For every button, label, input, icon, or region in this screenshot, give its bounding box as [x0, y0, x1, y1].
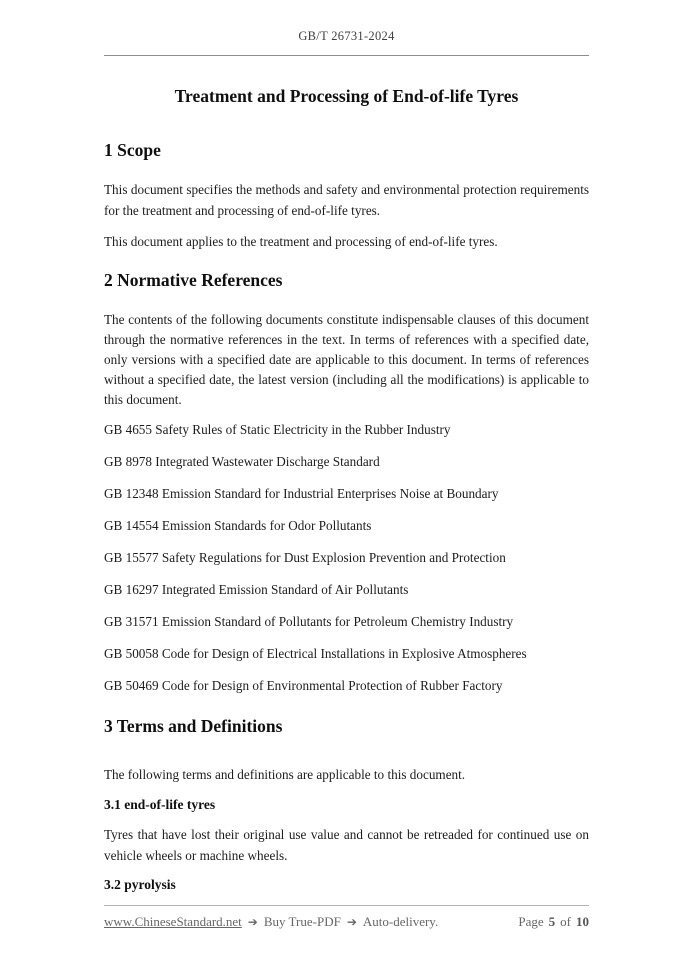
reference-item: GB 14554 Emission Standards for Odor Pollutants — [104, 518, 372, 533]
scope-paragraph-1: This document specifies the methods and safety and environmental protection requirements for the treatment and processing of end-of-life tyres. — [104, 182, 589, 218]
document-title: Treatment and Processing of End-of-life Tyres — [174, 86, 519, 106]
page-footer — [104, 913, 589, 931]
header-rule — [104, 55, 589, 56]
page-separator: of — [560, 914, 571, 929]
reference-item: GB 31571 Emission Standard of Pollutants for Petroleum Chemistry Industry — [104, 614, 514, 629]
page-total: 10 — [576, 914, 589, 929]
section-heading-normative-references: 2 Normative References — [104, 270, 283, 290]
footer-action-buy: Buy True-PDF — [263, 914, 341, 929]
reference-item: GB 15577 Safety Regulations for Dust Explosion Prevention and Protection — [104, 550, 506, 565]
term-label-end-of-life-tyres: 3.1 end-of-life tyres — [104, 797, 216, 812]
reference-item: GB 4655 Safety Rules of Static Electricity in the Rubber Industry — [104, 422, 451, 437]
standard-number: GB/T 26731-2024 — [298, 29, 395, 43]
arrow-right-icon: ➔ — [247, 915, 258, 929]
footer-info — [104, 913, 438, 931]
footer-rule — [104, 905, 589, 906]
section-heading-scope: 1 Scope — [104, 140, 161, 160]
arrow-right-icon: ➔ — [346, 915, 357, 929]
term-label-pyrolysis: 3.2 pyrolysis — [104, 877, 176, 892]
page-label: Page — [518, 914, 544, 929]
reference-item: GB 16297 Integrated Emission Standard of Air Pollutants — [104, 582, 409, 597]
terms-intro: The following terms and definitions are applicable to this document. — [104, 767, 466, 782]
website-link[interactable]: www.ChineseStandard.net — [104, 914, 242, 929]
term-definition-end-of-life-tyres: Tyres that have lost their original use value and cannot be retreaded for continued use on vehicle wheels or machine wheels. — [104, 827, 589, 863]
scope-paragraph-2: This document applies to the treatment and processing of end-of-life tyres. — [104, 234, 498, 249]
reference-item: GB 8978 Integrated Wastewater Discharge Standard — [104, 454, 380, 469]
reference-item: GB 12348 Emission Standard for Industrial Enterprises Noise at Boundary — [104, 486, 499, 501]
page-indicator — [518, 913, 589, 931]
footer-action-delivery: Auto-delivery. — [362, 914, 439, 929]
page-current: 5 — [548, 914, 556, 929]
reference-item: GB 50469 Code for Design of Environmental Protection of Rubber Factory — [104, 678, 503, 693]
reference-item: GB 50058 Code for Design of Electrical Installations in Explosive Atmospheres — [104, 646, 527, 661]
normative-references-intro: The contents of the following documents constitute indispensable clauses of this document through the normative references in the text. In terms of references with a specified date, only versions with a specified date are applicable to this document. In terms of references without a specified date, the latest version (including all the modifications) is applicable to this document. — [104, 312, 589, 407]
section-heading-terms: 3 Terms and Definitions — [104, 716, 283, 736]
